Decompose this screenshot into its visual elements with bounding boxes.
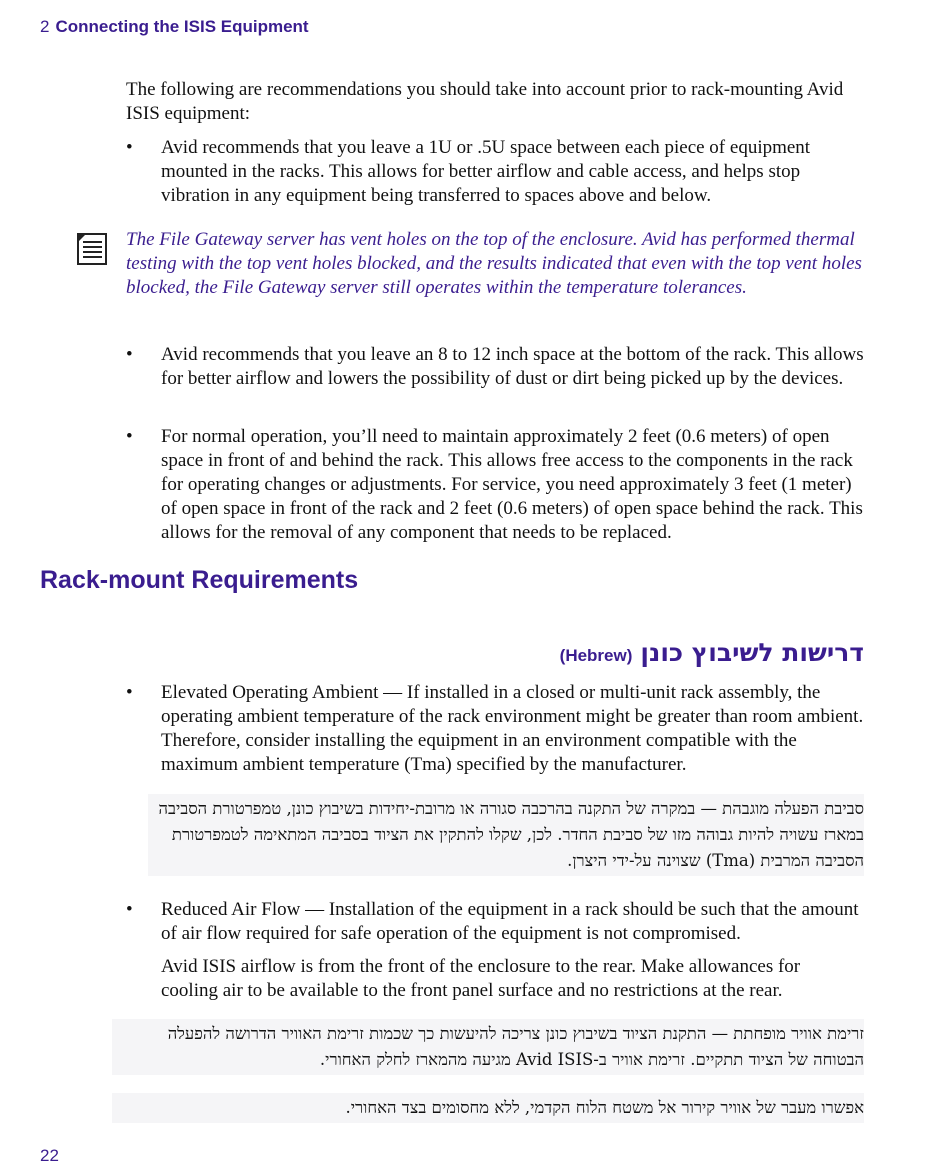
note-icon	[75, 231, 109, 267]
note-text: The File Gateway server has vent holes on the top of the enclosure. Avid has performed thermal testing with the top vent holes blocked, and the results indicated that even with the top vent holes blocked, the File Gateway server still operates within the temperature tolerances.	[126, 229, 862, 298]
bullet-marker: •	[126, 344, 133, 365]
bullet-text: Elevated Operating Ambient — If installed in a closed or multi-unit rack assembly, the operating ambient temperature of the rack environment might be greater than room ambient. Therefore, consider installing the equipment in an environment compatible with the maximum ambient temperature (Tma) specified by the manufacturer.	[161, 682, 864, 775]
hebrew-ambient-paragraph: סביבת הפעלה מוגבהת — במקרה של התקנה בהרכבה סגורה או מרובת-יחידות בשיבוץ כונן, טמפרטורת הסביבה במארז עשויה להיות גבוהה מזו של סביבת החדר. לכן, שקלו להתקין את הציוד בסביבה המתאימה לטמפרטורת הסביבה המרבית (Tma) שצוינה על-ידי היצרן.	[148, 794, 864, 876]
hebrew-airflow-paragraph-2: אפשרו מעבר של אוויר קירור אל משטח הלוח הקדמי, ללא מחסומים בצד האחורי.	[112, 1093, 864, 1123]
hebrew-heading-lang-label: (Hebrew)	[559, 646, 633, 665]
bullet-marker: •	[126, 682, 133, 703]
bullet-text: Avid recommends that you leave a 1U or .5U space between each piece of equipment mounted in the racks. This allows for better airflow and cable access, and helps stop vibration in any equipment being transferred to spaces above and below.	[161, 137, 811, 206]
page-number: 22	[40, 1146, 59, 1165]
bullet-text: For normal operation, you’ll need to maintain approximately 2 feet (0.6 meters) of open space in front of and behind the rack. This allows free access to the components in the rack for operating changes or adjustments. For service, you need approximately 3 feet (1 meter) of open space in front of the rack and 2 feet (0.6 meters) of open space behind the rack. This allows for the removal of any component that needs to be replaced.	[161, 426, 863, 543]
bullet-marker: •	[126, 426, 133, 447]
bullet-item-bottom-space	[126, 343, 876, 415]
hebrew-heading-title: דרישות לשיבוץ כונן	[640, 638, 864, 667]
hebrew-heading	[560, 638, 864, 667]
bullet-marker: •	[126, 899, 133, 920]
intro-paragraph: The following are recommendations you should take into account prior to rack-mounting Avid ISIS equipment:	[126, 79, 844, 124]
running-header	[40, 17, 309, 37]
bullet-marker: •	[126, 137, 133, 158]
airflow-followup-paragraph: Avid ISIS airflow is from the front of the enclosure to the rear. Make allowances for cooling air to be available to the front panel surface and no restrictions at the rear.	[161, 956, 801, 1001]
bullet-item-spacing	[126, 136, 876, 208]
bullet-item-open-space	[126, 425, 876, 545]
bullet-text: Avid recommends that you leave an 8 to 12 inch space at the bottom of the rack. This allows for better airflow and lowers the possibility of dust or dirt being picked up by the devices.	[161, 344, 864, 389]
section-title: Rack-mount Requirements	[40, 566, 359, 594]
chapter-number: 2	[40, 17, 50, 36]
bullet-text: Reduced Air Flow — Installation of the equipment in a rack should be such that the amount of air flow required for safe operation of the equipment is not compromised.	[161, 899, 859, 944]
hebrew-airflow-paragraph: זרימת אוויר מופחתת — התקנת הציוד בשיבוץ כונן צריכה להיעשות כך שכמות זרימת האוויר הדרושה להפעלה הבטוחה של הציוד תתקיים. זרימת אוויר ב-Avid ISIS מגיעה מהמארז לחלק האחורי.	[112, 1019, 864, 1075]
bullet-item-ambient	[126, 681, 876, 777]
chapter-title: Connecting the ISIS Equipment	[55, 17, 309, 36]
bullet-item-airflow	[126, 898, 876, 946]
